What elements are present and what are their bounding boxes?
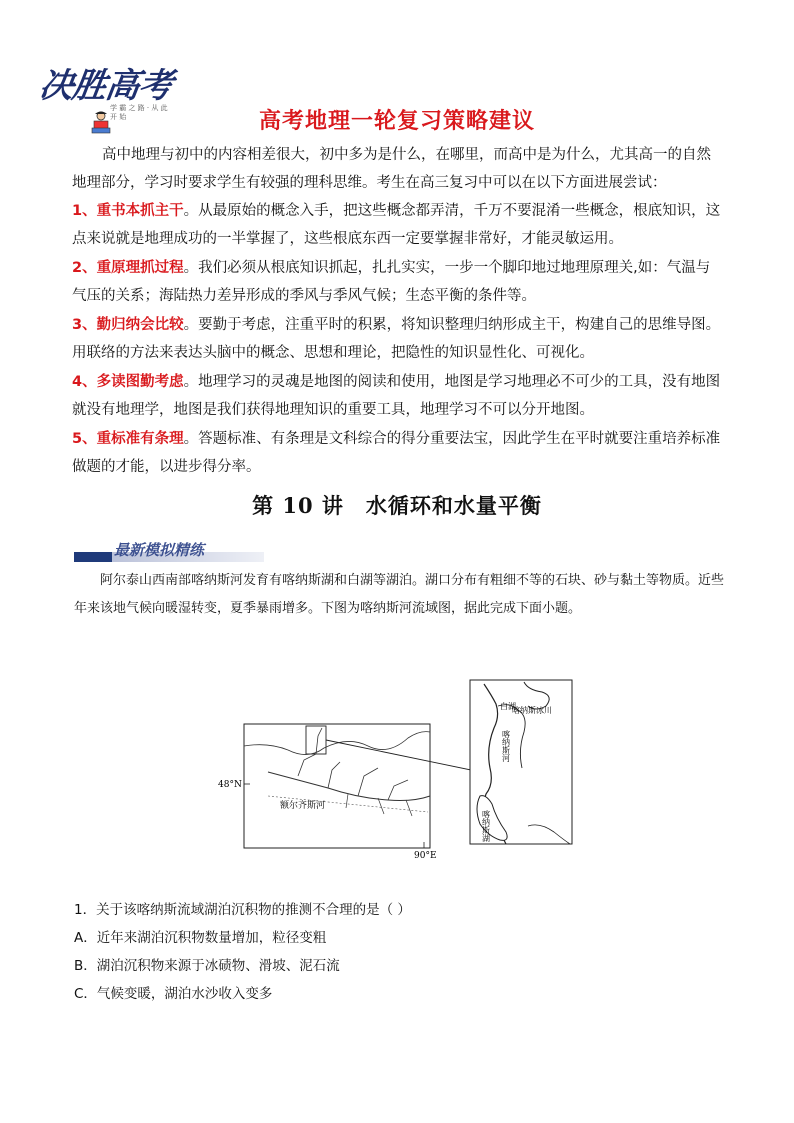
glacier-label: 喀纳斯冰川 [512, 706, 552, 715]
lecture-number: 第 10 讲 [252, 493, 344, 518]
kanas-river-map [218, 676, 588, 861]
tip-4-body: 。地理学习的灵魂是地图的阅读和使用，地图是学习地理必不可少的工具，没有地图就没有地理学，地图是我们获得地理知识的重要工具，地理学习不可以分开地图。 [72, 374, 721, 418]
tip-2-heading: 2、重原理抓过程 [72, 260, 184, 276]
longitude-label: 90°E [414, 851, 437, 861]
question-passage: 阿尔泰山西南部喀纳斯河发育有喀纳斯湖和白湖等湖泊。湖口分布有粗细不等的石块、砂与黏土等物质。近些年来该地气候向暖湿转变，夏季暴雨增多。下图为喀纳斯河流域图，据此完成下面小题。 [74, 573, 725, 616]
option-c[interactable]: C．气候变暖，湖泊水沙收入变多 [74, 986, 273, 1002]
option-b[interactable]: B．湖泊沉积物来源于冰碛物、滑坡、泥石流 [74, 958, 340, 974]
tip-3 [72, 311, 722, 367]
kanas-river-label: 喀纳斯河 [501, 730, 511, 762]
lecture-title [0, 490, 794, 520]
tip-5-heading: 5、重标准有条理 [72, 431, 184, 447]
tip-1-body: 。从最原始的概念入手，把这些概念都弄清，千万不要混淆一些概念，根底知识，这点来说就是地理成功的一半掌握了，这些根底东西一定要掌握非常好，才能灵敏运用。 [72, 203, 721, 247]
baihu-label: 白湖 [500, 702, 516, 711]
intro-paragraph: 高中地理与初中的内容相差很大，初中多为是什么，在哪里，而高中是为什么，尤其高一的自然地理部分，学习时要求学生有较强的理科思维。考生在高三复习中可以在以下方面进展尝试： [72, 147, 711, 191]
question-stem: 1．关于该喀纳斯流域湖泊沉积物的推测不合理的是（ ） [74, 902, 411, 918]
tip-1-heading: 1、重书本抓主干 [72, 203, 184, 219]
tip-3-heading: 3、勤归纳会比较 [72, 317, 184, 333]
logo-subtitle: 学 霸 之 路 · 从 此 开 始 [110, 104, 168, 121]
map-svg [218, 676, 588, 861]
latitude-label: 48°N [218, 780, 242, 790]
tip-2 [72, 254, 722, 310]
tip-2-body: 。我们必须从根底知识抓起，扎扎实实，一步一个脚印地过地理原理关,如：气温与气压的关系；海陆热力差异形成的季风与季风气候；生态平衡的条件等。 [72, 260, 711, 304]
tip-4 [72, 368, 722, 424]
tip-1 [72, 197, 722, 253]
lecture-name: 水循环和水量平衡 [365, 493, 542, 518]
page-title: 高考地理一轮复习策略建议 [258, 109, 535, 134]
tip-4-heading: 4、多读图勤考虑 [72, 374, 184, 390]
tip-5 [72, 425, 722, 481]
kanas-lake-label: 喀纳斯湖 [481, 810, 491, 842]
tip-5-body: 。答题标准、有条理是文科综合的得分重要法宝，因此学生在平时就要注重培养标准做题的才能，以进步得分率。 [72, 431, 721, 475]
option-a[interactable]: A．近年来湖泊沉积物数量增加，粒径变粗 [74, 930, 327, 946]
tip-3-body: 。要勤于考虑，注重平时的积累，将知识整理归纳形成主干，构建自己的思维导图。用联络的方法来表达头脑中的概念、思想和理论，把隐性的知识显性化、可视化。 [72, 317, 721, 361]
irtysh-river-label: 额尔齐斯河 [280, 801, 326, 811]
logo-text: 决胜高考 [36, 66, 175, 106]
section-label: 最新模拟精练 [114, 541, 205, 559]
